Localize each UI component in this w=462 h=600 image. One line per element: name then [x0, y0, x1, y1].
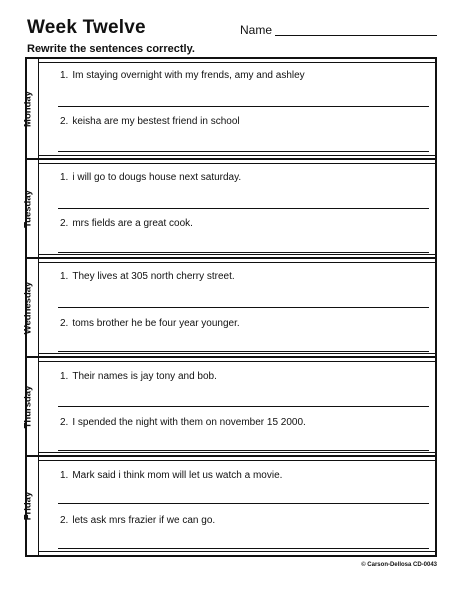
- sentence-number: 2.: [60, 417, 69, 428]
- sentence-item: [60, 117, 240, 127]
- sentence-item: [60, 516, 215, 526]
- sentence-item: [60, 471, 282, 481]
- sentence-text: mrs fields are a great cook.: [72, 218, 193, 229]
- sentence-text: lets ask mrs frazier if we can go.: [72, 515, 216, 526]
- sentence-number: 1.: [60, 70, 69, 81]
- sentence-text: They lives at 305 north cherry street.: [72, 271, 235, 282]
- day-section-friday: [22, 455, 435, 555]
- sentence-text: keisha are my bestest friend in school: [72, 116, 240, 127]
- sentence-number: 2.: [60, 515, 69, 526]
- sentence-text: Im staying overnight with my frends, amy and ashley: [72, 70, 305, 81]
- sentence-number: 1.: [60, 371, 69, 382]
- sentence-text: Their names is jay tony and bob.: [72, 371, 217, 382]
- sentence-item: [60, 173, 241, 183]
- name-line: [275, 35, 437, 36]
- worksheet-table: [22, 57, 437, 557]
- sentence-text: Mark said i think mom will let us watch a movie.: [72, 470, 283, 481]
- answer-line[interactable]: [58, 151, 429, 152]
- day-section-wednesday: [22, 257, 435, 357]
- sentence-item: [60, 71, 305, 81]
- sentence-number: 1.: [60, 172, 69, 183]
- day-section-monday: [22, 59, 435, 159]
- sentence-item: [60, 372, 217, 382]
- day-label: Wednesday: [22, 281, 34, 335]
- answer-line[interactable]: [58, 208, 429, 209]
- sentence-item: [60, 319, 240, 329]
- name-label: Name: [240, 23, 273, 37]
- day-section-tuesday: [22, 158, 435, 258]
- sentence-number: 1.: [60, 271, 69, 282]
- answer-line[interactable]: [58, 406, 429, 407]
- worksheet-title: Week Twelve: [27, 17, 146, 38]
- day-section-thursday: [22, 356, 435, 456]
- sentence-item: [60, 272, 235, 282]
- answer-line[interactable]: [58, 503, 429, 504]
- day-label: Monday: [22, 91, 34, 127]
- answer-line[interactable]: [58, 450, 429, 451]
- sentence-text: i will go to dougs house next saturday.: [72, 172, 242, 183]
- day-label: Tuesday: [22, 190, 34, 228]
- sentence-text: toms brother he be four year younger.: [72, 318, 240, 329]
- answer-line[interactable]: [58, 106, 429, 107]
- instructions: Rewrite the sentences correctly.: [27, 43, 195, 55]
- sentence-number: 2.: [60, 318, 69, 329]
- sentence-number: 2.: [60, 218, 69, 229]
- day-label: Friday: [22, 491, 34, 521]
- sentence-item: [60, 219, 193, 229]
- sentence-item: [60, 418, 306, 428]
- day-label: Thursday: [22, 385, 34, 429]
- sentence-number: 1.: [60, 470, 69, 481]
- sentence-text: I spended the night with them on november 15 2000.: [72, 417, 306, 428]
- answer-line[interactable]: [58, 252, 429, 253]
- sentence-number: 2.: [60, 116, 69, 127]
- answer-line[interactable]: [58, 307, 429, 308]
- answer-line[interactable]: [58, 548, 429, 549]
- answer-line[interactable]: [58, 351, 429, 352]
- copyright-notice: © Carson-Dellosa CD-0043: [361, 562, 437, 568]
